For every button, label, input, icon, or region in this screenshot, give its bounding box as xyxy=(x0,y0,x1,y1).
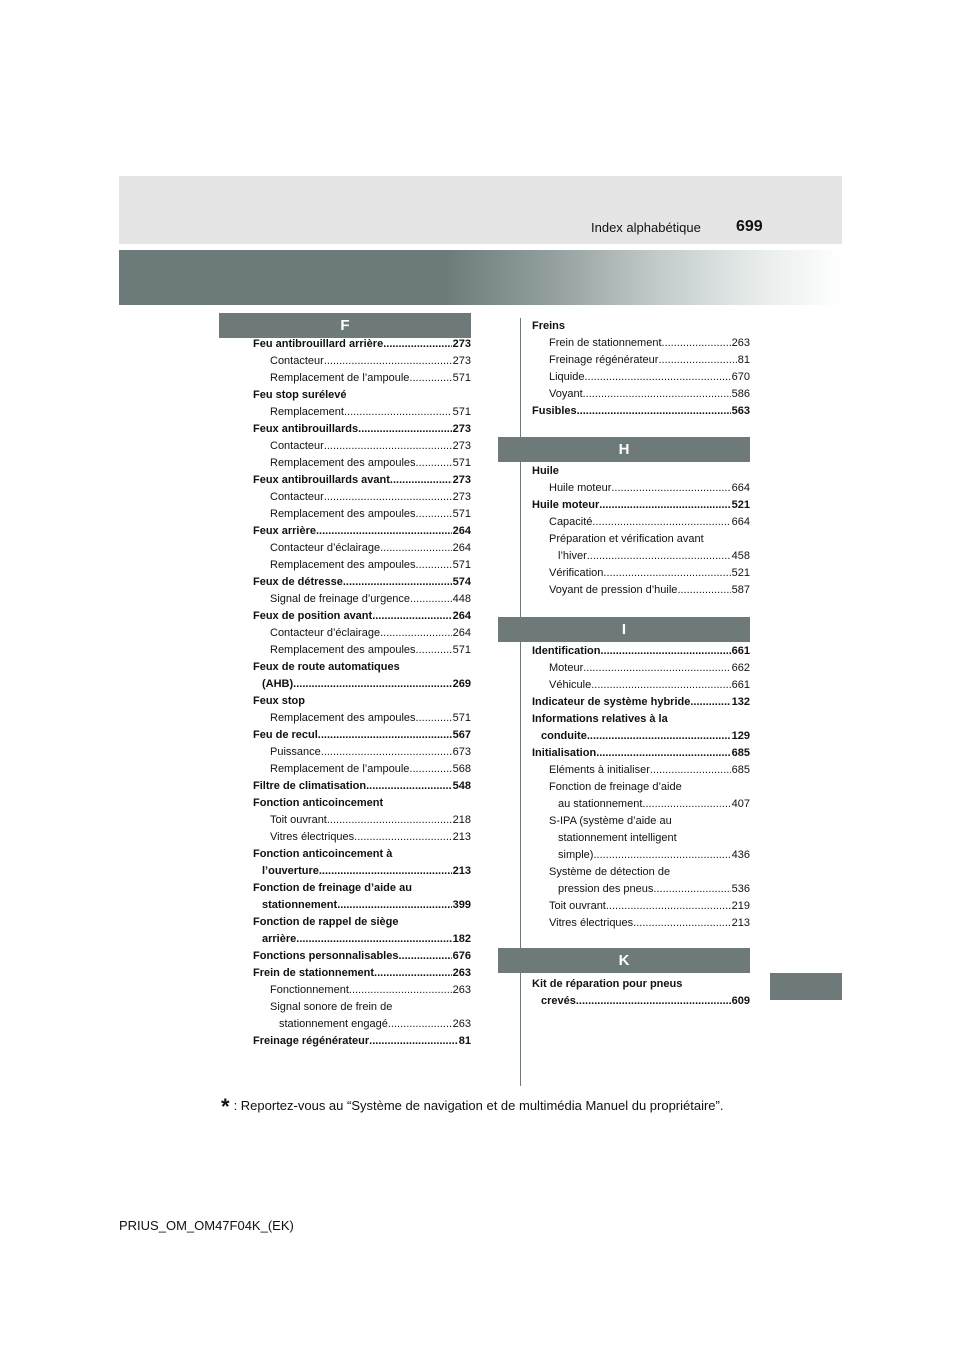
index-entry-page: 213 xyxy=(452,865,471,877)
index-entry xyxy=(532,352,750,369)
index-entry-text: Huile moteur xyxy=(532,499,600,511)
dot-leader xyxy=(344,404,452,421)
index-entry-page: 673 xyxy=(452,746,471,758)
index-entry-text: Liquide xyxy=(549,371,585,383)
index-entry-text: Fonction anticoincement xyxy=(253,797,384,809)
index-entry-text: Filtre de climatisation xyxy=(253,780,367,792)
index-entry-text: Huile xyxy=(532,465,559,477)
index-entry-text: Contacteur d’éclairage xyxy=(270,542,381,554)
dot-leader xyxy=(380,540,452,557)
index-entry-text: Feux antibrouillards avant xyxy=(253,474,390,486)
dot-leader xyxy=(416,710,452,727)
index-entry-text: Remplacement de l’ampoule xyxy=(270,372,410,384)
dot-leader xyxy=(410,591,452,608)
index-entry-text: Remplacement de l’ampoule xyxy=(270,763,410,775)
dot-leader xyxy=(321,744,452,761)
dot-leader xyxy=(658,352,736,369)
index-entry xyxy=(253,438,471,455)
index-entry-text: Fonctions personnalisables xyxy=(253,950,399,962)
index-entry xyxy=(532,369,750,386)
letter-heading-k: K xyxy=(498,948,750,973)
index-entry-page: 664 xyxy=(731,482,750,494)
index-entry-text: Frein de stationnement xyxy=(549,337,662,349)
index-entry-text: pression des pneus xyxy=(558,883,654,895)
index-entry-page: 458 xyxy=(731,550,750,562)
index-entry-page: 571 xyxy=(452,559,471,571)
footnote-text: : Reportez-vous au “Système de navigation et de multimédia Manuel du propriétaire”. xyxy=(233,1098,724,1113)
dot-leader xyxy=(583,386,731,403)
index-entry-text: Toit ouvrant xyxy=(549,900,606,912)
index-entry-text: Feux de détresse xyxy=(253,576,343,588)
index-entry-text: Préparation et vérification avant xyxy=(549,533,704,545)
index-entry-text: Remplacement xyxy=(270,406,344,418)
letter-heading-h: H xyxy=(498,437,750,462)
index-entry-text: Vitres électriques xyxy=(549,917,634,929)
index-entry-text: Feux de route automatiques xyxy=(253,661,400,673)
index-entry-page: 263 xyxy=(731,337,750,349)
index-entry xyxy=(532,480,750,497)
index-entry xyxy=(253,574,471,591)
index-entry-text: Feu de recul xyxy=(253,729,318,741)
index-entry-text: stationnement xyxy=(262,899,338,911)
dot-leader xyxy=(416,557,452,574)
index-entry-page: 586 xyxy=(731,388,750,400)
index-entry xyxy=(253,982,471,999)
dot-leader xyxy=(662,335,731,352)
dot-leader xyxy=(319,863,452,880)
header-gradient-band xyxy=(119,250,842,305)
index-entry-page: 269 xyxy=(452,678,471,690)
index-entry xyxy=(253,744,471,761)
index-entry-page: 571 xyxy=(452,644,471,656)
dot-leader xyxy=(633,915,730,932)
index-entry-page: 571 xyxy=(452,712,471,724)
index-entry xyxy=(253,608,471,625)
dot-leader xyxy=(650,762,731,779)
index-entry xyxy=(253,591,471,608)
index-column-right-top xyxy=(532,318,750,420)
index-column-right-k xyxy=(532,976,750,1010)
index-entry-page: 273 xyxy=(452,338,471,350)
index-entry xyxy=(253,557,471,574)
dot-leader xyxy=(374,965,452,982)
index-entry-page: 521 xyxy=(731,499,750,511)
dot-leader xyxy=(677,582,730,599)
index-entry-page: 685 xyxy=(731,747,750,759)
index-entry-text: Remplacement des ampoules xyxy=(270,712,416,724)
index-entry-text: Feux arrière xyxy=(253,525,316,537)
dot-leader xyxy=(416,455,452,472)
index-entry-text: arrière xyxy=(262,933,297,945)
index-entry xyxy=(532,531,750,548)
index-entry-text: Fonction de freinage d’aide au xyxy=(253,882,412,894)
index-entry xyxy=(253,472,471,489)
index-entry xyxy=(253,387,471,404)
index-column-left xyxy=(253,336,471,1050)
dot-leader xyxy=(593,847,730,864)
index-entry-text: Feu antibrouillard arrière xyxy=(253,338,384,350)
index-entry-text: stationnement engagé xyxy=(279,1018,388,1030)
index-entry-page: 264 xyxy=(452,610,471,622)
dot-leader xyxy=(599,497,730,514)
dot-leader xyxy=(606,898,731,915)
index-entry-text: Capacité xyxy=(549,516,593,528)
dot-leader xyxy=(398,948,451,965)
index-entry-page: 213 xyxy=(452,831,471,843)
index-entry xyxy=(253,540,471,557)
dot-leader xyxy=(587,548,731,565)
index-entry-text: au stationnement xyxy=(558,798,643,810)
index-entry-page: 273 xyxy=(452,474,471,486)
index-entry xyxy=(532,694,750,711)
letter-heading-f: F xyxy=(219,313,471,338)
index-entry xyxy=(532,711,750,728)
header-bar xyxy=(119,176,842,244)
index-entry-text: Feux de position avant xyxy=(253,610,373,622)
index-entry xyxy=(532,813,750,830)
dot-leader xyxy=(354,829,451,846)
index-entry-page: 609 xyxy=(731,995,750,1007)
chapter-side-tab xyxy=(770,973,842,1000)
index-entry xyxy=(253,778,471,795)
index-entry xyxy=(253,931,471,948)
index-entry-page: 536 xyxy=(731,883,750,895)
index-entry-page: 273 xyxy=(452,440,471,452)
dot-leader xyxy=(372,608,451,625)
index-entry-page: 182 xyxy=(452,933,471,945)
dot-leader xyxy=(343,574,452,591)
index-entry xyxy=(532,976,750,993)
index-entry xyxy=(532,993,750,1010)
index-entry xyxy=(532,881,750,898)
index-entry-text: Contacteur d’éclairage xyxy=(270,627,381,639)
index-entry-page: 664 xyxy=(731,516,750,528)
dot-leader xyxy=(383,336,451,353)
index-entry xyxy=(253,948,471,965)
index-entry-page: 132 xyxy=(731,696,750,708)
dot-leader xyxy=(293,676,451,693)
index-entry-text: Remplacement des ampoules xyxy=(270,508,416,520)
index-entry xyxy=(253,1033,471,1050)
dot-leader xyxy=(416,506,452,523)
footnote-star: * xyxy=(221,1094,230,1119)
page-number: 699 xyxy=(736,218,763,235)
index-entry xyxy=(253,897,471,914)
index-entry-text: Contacteur xyxy=(270,440,324,452)
dot-leader xyxy=(600,643,730,660)
index-entry-text: Fusibles xyxy=(532,405,577,417)
index-entry xyxy=(532,497,750,514)
index-entry-page: 263 xyxy=(452,1018,471,1030)
dot-leader xyxy=(380,625,452,642)
index-entry xyxy=(253,489,471,506)
index-entry-text: Freins xyxy=(532,320,566,332)
index-entry-text: Remplacement des ampoules xyxy=(270,457,416,469)
index-entry-text: Remplacement des ampoules xyxy=(270,644,416,656)
dot-leader xyxy=(337,897,451,914)
dot-leader xyxy=(611,480,730,497)
index-entry-page: 273 xyxy=(452,491,471,503)
index-entry-page: 81 xyxy=(458,1035,471,1047)
index-entry-text: Feux antibrouillards xyxy=(253,423,359,435)
index-entry-page: 218 xyxy=(452,814,471,826)
index-entry xyxy=(532,386,750,403)
dot-leader xyxy=(349,982,452,999)
dot-leader xyxy=(591,677,730,694)
index-entry-text: Voyant xyxy=(549,388,583,400)
index-entry-text: Kit de réparation pour pneus xyxy=(532,978,683,990)
index-entry-text: Feux stop xyxy=(253,695,305,707)
index-entry-text: S-IPA (système d’aide au xyxy=(549,815,672,827)
index-entry xyxy=(253,795,471,812)
dot-leader xyxy=(318,727,452,744)
index-entry xyxy=(532,514,750,531)
index-entry-page: 436 xyxy=(731,849,750,861)
index-entry xyxy=(253,625,471,642)
index-entry xyxy=(253,421,471,438)
index-column-right-h xyxy=(532,463,750,599)
index-entry xyxy=(253,370,471,387)
index-entry-text: Moteur xyxy=(549,662,584,674)
dot-leader xyxy=(390,472,452,489)
index-entry xyxy=(253,506,471,523)
index-entry-page: 399 xyxy=(452,899,471,911)
index-entry-page: 563 xyxy=(731,405,750,417)
document-code: PRIUS_OM_OM47F04K_(EK) xyxy=(119,1218,294,1233)
index-entry-text: Vitres électriques xyxy=(270,831,355,843)
index-entry-page: 661 xyxy=(731,645,750,657)
index-entry xyxy=(253,353,471,370)
index-entry xyxy=(532,463,750,480)
section-title: Index alphabétique xyxy=(591,220,701,235)
index-entry xyxy=(532,403,750,420)
index-entry-page: 568 xyxy=(452,763,471,775)
index-entry-text: Voyant de pression d’huile xyxy=(549,584,678,596)
index-entry-page: 662 xyxy=(731,662,750,674)
index-entry xyxy=(253,693,471,710)
index-entry xyxy=(253,727,471,744)
index-entry-page: 273 xyxy=(452,423,471,435)
index-entry xyxy=(532,335,750,352)
dot-leader xyxy=(416,642,452,659)
index-entry xyxy=(253,710,471,727)
index-entry-text: Puissance xyxy=(270,746,321,758)
index-entry xyxy=(253,404,471,421)
index-entry xyxy=(532,847,750,864)
index-entry-page: 448 xyxy=(452,593,471,605)
index-entry-text: Freinage régénérateur xyxy=(253,1035,370,1047)
index-entry-page: 264 xyxy=(452,542,471,554)
index-entry-text: Eléments à initialiser xyxy=(549,764,650,776)
index-entry-text: Freinage régénérateur xyxy=(549,354,659,366)
index-entry-page: 521 xyxy=(731,567,750,579)
index-entry-text: Informations relatives à la xyxy=(532,713,668,725)
index-entry-text: l’ouverture xyxy=(262,865,319,877)
index-entry xyxy=(532,864,750,881)
index-entry-text: Fonction de rappel de siège xyxy=(253,916,399,928)
index-entry-text: Remplacement des ampoules xyxy=(270,559,416,571)
dot-leader xyxy=(366,778,452,795)
dot-leader xyxy=(576,993,731,1010)
index-entry-page: 263 xyxy=(452,967,471,979)
index-entry-text: Fonction de freinage d’aide xyxy=(549,781,682,793)
index-entry-text: Indicateur de système hybride xyxy=(532,696,691,708)
index-entry-page: 407 xyxy=(731,798,750,810)
index-entry xyxy=(253,761,471,778)
index-column-right-i xyxy=(532,643,750,932)
index-entry xyxy=(532,548,750,565)
index-entry-page: 571 xyxy=(452,508,471,520)
index-entry-text: l’hiver xyxy=(558,550,587,562)
index-entry xyxy=(532,677,750,694)
index-entry xyxy=(532,643,750,660)
index-entry xyxy=(253,880,471,897)
index-entry-text: Initialisation xyxy=(532,747,597,759)
dot-leader xyxy=(642,796,730,813)
dot-leader xyxy=(653,881,730,898)
index-entry-text: (AHB) xyxy=(262,678,294,690)
dot-leader xyxy=(324,489,452,506)
index-entry-text: Fonctionnement xyxy=(270,984,349,996)
index-entry-text: Contacteur xyxy=(270,491,324,503)
index-entry-text: Contacteur xyxy=(270,355,324,367)
index-entry xyxy=(253,523,471,540)
index-entry xyxy=(532,830,750,847)
dot-leader xyxy=(577,403,731,420)
index-entry-page: 263 xyxy=(452,984,471,996)
dot-leader xyxy=(690,694,730,711)
index-entry xyxy=(532,745,750,762)
index-entry xyxy=(532,318,750,335)
index-entry-page: 264 xyxy=(452,525,471,537)
index-entry xyxy=(253,846,471,863)
dot-leader xyxy=(316,523,452,540)
index-entry xyxy=(253,455,471,472)
index-entry-page: 548 xyxy=(452,780,471,792)
index-entry-text: stationnement intelligent xyxy=(558,832,677,844)
index-entry xyxy=(253,812,471,829)
index-entry-text: Signal de freinage d’urgence xyxy=(270,593,411,605)
index-entry xyxy=(253,1016,471,1033)
index-entry-page: 213 xyxy=(731,917,750,929)
index-entry-text: Signal sonore de frein de xyxy=(270,1001,393,1013)
index-entry-text: Vérification xyxy=(549,567,604,579)
index-entry-text: simple) xyxy=(558,849,594,861)
index-entry-text: Fonction anticoincement à xyxy=(253,848,393,860)
index-entry-page: 574 xyxy=(452,576,471,588)
index-entry xyxy=(532,728,750,745)
index-entry xyxy=(532,762,750,779)
index-entry-page: 81 xyxy=(737,354,750,366)
index-entry-page: 273 xyxy=(452,355,471,367)
letter-heading-i: I xyxy=(498,617,750,642)
index-entry xyxy=(253,863,471,880)
dot-leader xyxy=(596,745,730,762)
dot-leader xyxy=(358,421,452,438)
index-entry-page: 129 xyxy=(731,730,750,742)
index-entry-text: Feu stop surélevé xyxy=(253,389,347,401)
index-entry-page: 661 xyxy=(731,679,750,691)
index-entry xyxy=(253,829,471,846)
dot-leader xyxy=(324,438,452,455)
index-entry xyxy=(532,915,750,932)
dot-leader xyxy=(369,1033,458,1050)
index-entry xyxy=(253,965,471,982)
dot-leader xyxy=(584,369,730,386)
index-entry xyxy=(532,565,750,582)
index-entry-text: Toit ouvrant xyxy=(270,814,327,826)
dot-leader xyxy=(603,565,730,582)
index-entry-text: Frein de stationnement xyxy=(253,967,375,979)
index-entry xyxy=(532,582,750,599)
dot-leader xyxy=(587,728,731,745)
index-entry xyxy=(253,642,471,659)
index-entry-page: 264 xyxy=(452,627,471,639)
index-entry-page: 219 xyxy=(731,900,750,912)
dot-leader xyxy=(409,370,451,387)
dot-leader xyxy=(296,931,451,948)
index-entry-page: 571 xyxy=(452,372,471,384)
index-entry-text: crevés xyxy=(541,995,576,1007)
footnote xyxy=(221,1094,723,1120)
index-entry-page: 567 xyxy=(452,729,471,741)
index-entry-text: Huile moteur xyxy=(549,482,612,494)
index-entry-text: Système de détection de xyxy=(549,866,671,878)
index-entry-page: 571 xyxy=(452,406,471,418)
index-entry-page: 685 xyxy=(731,764,750,776)
index-entry-page: 587 xyxy=(731,584,750,596)
index-entry xyxy=(253,659,471,676)
dot-leader xyxy=(583,660,730,677)
index-entry xyxy=(532,898,750,915)
index-entry-page: 571 xyxy=(452,457,471,469)
index-entry xyxy=(532,660,750,677)
index-entry xyxy=(253,676,471,693)
index-entry xyxy=(532,796,750,813)
dot-leader xyxy=(388,1016,452,1033)
index-entry-text: Véhicule xyxy=(549,679,592,691)
index-entry-page: 676 xyxy=(452,950,471,962)
index-entry xyxy=(253,999,471,1016)
index-entry xyxy=(253,336,471,353)
index-entry xyxy=(532,779,750,796)
dot-leader xyxy=(592,514,730,531)
dot-leader xyxy=(327,812,452,829)
index-entry-text: conduite xyxy=(541,730,587,742)
dot-leader xyxy=(324,353,452,370)
dot-leader xyxy=(409,761,451,778)
index-entry-text: Identification xyxy=(532,645,601,657)
index-entry-page: 670 xyxy=(731,371,750,383)
index-entry xyxy=(253,914,471,931)
